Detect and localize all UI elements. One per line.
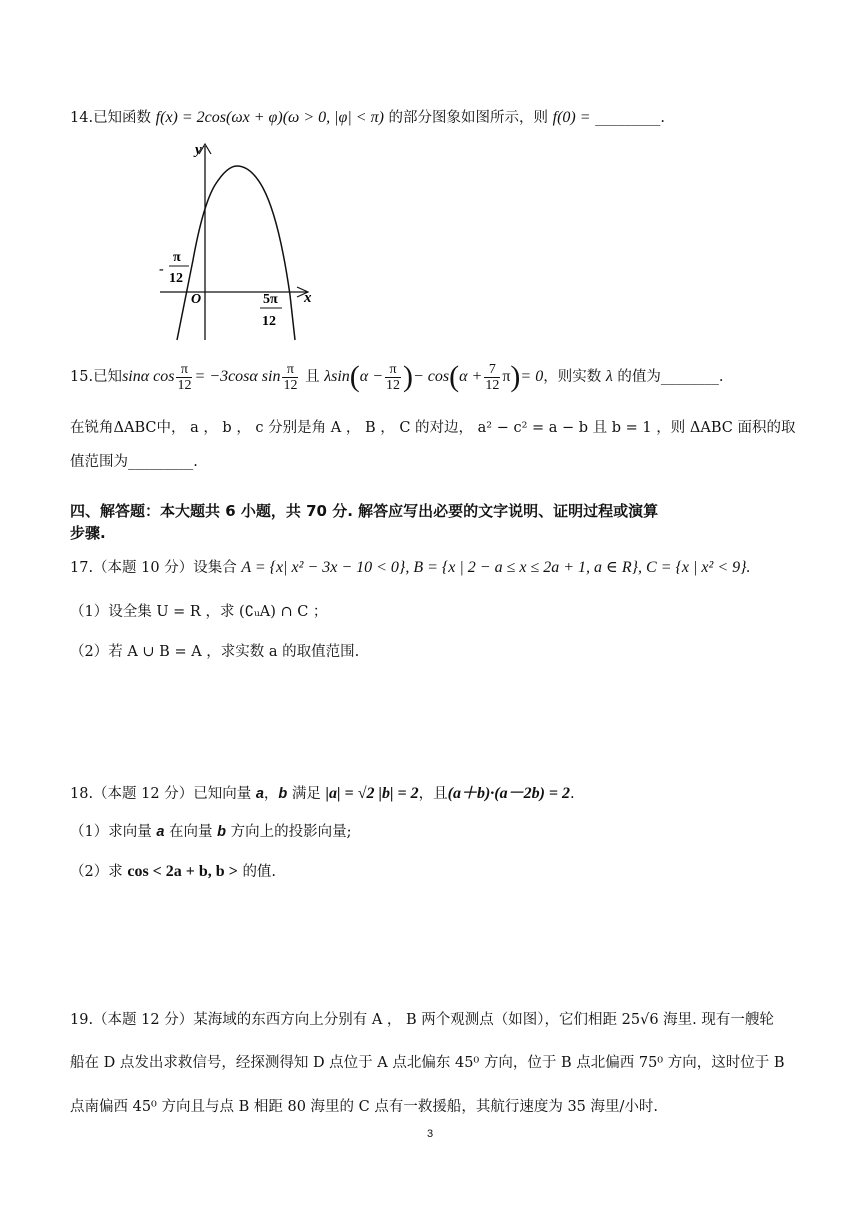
q15-math: α + xyxy=(459,368,483,385)
frac-num: π xyxy=(282,362,298,378)
q18-eq-2: (a＋b)·(a－2b) = 2 xyxy=(447,785,571,802)
q18-eq-1: |a| = √2 |b| = 2 xyxy=(325,785,419,802)
q18-p1-text: 在向量 xyxy=(169,824,213,840)
q19-line-2: 船在 D 点发出求救信号，经探测得知 D 点位于 A 点北偏东 45⁰ 方向，位于 B 点北偏西 75⁰ 方向，这时位于 B xyxy=(70,1055,785,1071)
q14-graph xyxy=(155,140,335,345)
q14-prefix: 已知函数 xyxy=(93,110,152,126)
q18-p1-text: （1）求向量 xyxy=(70,824,152,840)
q18-part-2 xyxy=(70,862,276,882)
q16-line-2: 值范围为_________. xyxy=(70,454,198,470)
q18-p1-text: 方向上的投影向量; xyxy=(230,824,352,840)
vector-a: a xyxy=(156,824,165,840)
q18-head xyxy=(70,784,575,804)
q16-line-1: 在锐角ΔABC中， a ， b ， c 分别是角 A ， B ， C 的对边， a² − c² = a − b 且 b = 1 ，则 ΔABC 面积的取 xyxy=(70,420,796,436)
frac-den: 12 xyxy=(485,377,500,393)
q15-frac-3 xyxy=(385,362,401,393)
q19-line-1: 19.（本题 12 分）某海域的东西方向上分别有 A ， B 两个观测点（如图），它们相距 25√6 海里. 现有一艘轮 xyxy=(70,1012,774,1028)
q15-frac-2 xyxy=(282,362,298,393)
frac-num: π xyxy=(176,362,192,378)
y-axis-label: y xyxy=(195,142,202,158)
q18-part-1 xyxy=(70,822,352,842)
vector-b: b xyxy=(278,786,288,802)
q15-math: sinα cos xyxy=(122,368,175,385)
q14-suffix: 的部分图象如图所示，则 xyxy=(388,110,549,126)
q15-math: = 0 xyxy=(520,368,544,385)
frac-num: 7 xyxy=(484,362,500,378)
page-number: 3 xyxy=(426,1128,434,1140)
frac-den: 12 xyxy=(177,377,192,393)
q18-p2-math: cos < 2a + b, b > xyxy=(127,863,238,880)
right-tick-den: 12 xyxy=(262,314,276,329)
q15-math: = −3cosα sin xyxy=(194,368,281,385)
q15-frac-1 xyxy=(176,362,192,393)
q14-ask: f(0) = xyxy=(552,109,591,126)
frac-den: 12 xyxy=(283,377,298,393)
q15-math: λsin xyxy=(324,368,350,385)
q14-line xyxy=(70,108,665,128)
q15-math: π xyxy=(502,368,511,385)
x-axis-label: x xyxy=(304,290,312,306)
vector-a: a xyxy=(255,786,264,802)
q15-math: − cos xyxy=(413,368,450,385)
frac-den: 12 xyxy=(386,377,400,393)
q15-text: 已知 xyxy=(93,369,123,385)
left-tick-sign: - xyxy=(159,262,164,277)
q15-math: λ xyxy=(605,368,613,385)
origin-label: O xyxy=(191,292,202,307)
q19-line-3: 点南偏西 45⁰ 方向且与点 B 相距 80 海里的 C 点有一救援船，其航行速度为 35 海里/小时. xyxy=(70,1099,658,1115)
q15-number: 15. xyxy=(70,369,94,385)
q14-formula: f(x) = 2cos(ωx + φ)(ω > 0, |φ| < π) xyxy=(155,109,384,126)
left-tick-num: π xyxy=(173,250,181,265)
q17-sets: A = {x| x² − 3x − 10 < 0}, B = {x | 2 − a ≤ x ≤ 2a + 1, a ∈ R}, C = {x | x² < 9}. xyxy=(241,559,751,576)
q17-head xyxy=(70,558,751,578)
frac-num: π xyxy=(385,362,401,378)
q15-text: 且 xyxy=(305,369,320,385)
q18-and: ，且 xyxy=(418,786,448,802)
q18-p2-text: （2）求 xyxy=(70,864,123,880)
q18-sep: ， xyxy=(263,786,279,802)
q15-text: ，则实数 xyxy=(543,369,602,385)
q15-frac-4 xyxy=(484,362,500,393)
q17-part-2: （2）若 A ∪ B = A ，求实数 a 的取值范围. xyxy=(70,644,360,660)
vector-b: b xyxy=(217,824,226,840)
q14-blank: _________. xyxy=(595,110,666,126)
q18-cond: 满足 xyxy=(291,786,321,802)
q17-head-text: 17.（本题 10 分）设集合 xyxy=(70,560,237,576)
q18-head-text: 18.（本题 12 分）已知向量 xyxy=(70,786,252,802)
cosine-curve xyxy=(177,166,295,340)
section-heading-line-2: 步骤. xyxy=(70,524,106,542)
q14-number: 14. xyxy=(70,110,94,126)
q15-blank: ________. xyxy=(660,369,724,385)
q18-p2-text: 的值. xyxy=(242,864,277,880)
right-tick-num: 5π xyxy=(263,292,278,307)
left-tick-den: 12 xyxy=(169,271,183,286)
q15-line: 15.已知sinα cos $\frac{\pi}{12}$ = −3cosα sin $\frac{\pi}{12}$ 且 λsin(α − $\frac{\pi}{12}$ )− cos(α + $\frac{7}{12}$ π)= 0，则实数 λ 的值为________. xyxy=(70,360,724,393)
section-heading-line-1: 四、解答题：本大题共 6 小题，共 70 分. 解答应写出必要的文字说明、证明过程或演算 xyxy=(70,502,659,520)
q17-part-1: （1）设全集 U = R ，求 (∁ᵤA) ∩ C ； xyxy=(70,604,328,620)
q15-text: 的值为 xyxy=(617,369,661,385)
q18-end: . xyxy=(570,786,575,802)
q15-math: α − xyxy=(359,368,383,385)
